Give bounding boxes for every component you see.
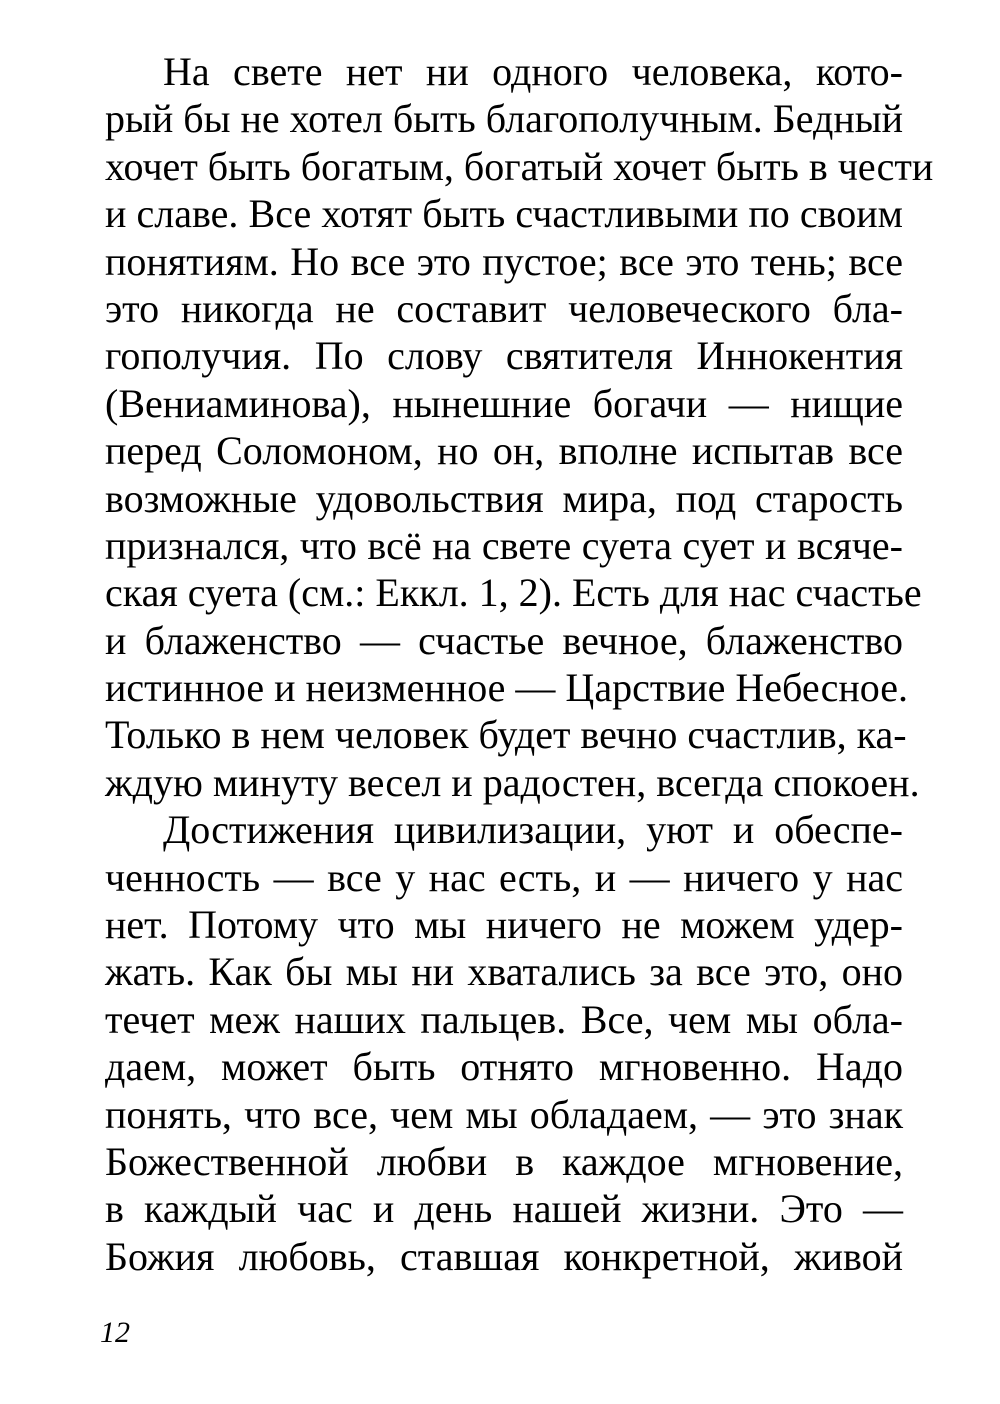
text-line: хочет быть богатым, богатый хочет быть в чести — [105, 143, 934, 189]
text-line: в каждый час и день нашей жизни. Это — — [105, 1186, 903, 1232]
text-line: перед Соломоном, но он, вполне испытав все — [105, 428, 903, 474]
text-line: ченность — все у нас есть, и — ничего у нас — [105, 854, 903, 900]
text-line: Достижения цивилизации, уют и обеспе- — [163, 807, 903, 853]
text-line: и славе. Все хотят быть счастливыми по своим — [105, 191, 903, 237]
text-line: и блаженство — счастье вечное, блаженство — [105, 617, 903, 663]
page-number: 12 — [100, 1316, 130, 1349]
text-line: даем, может быть отнято мгновенно. Надо — [105, 1044, 903, 1090]
text-line: истинное и неизменное — Царствие Небесное. — [105, 665, 908, 711]
text-line: понять, что все, чем мы обладаем, — это знак — [105, 1091, 903, 1137]
text-line: ждую минуту весел и радостен, всегда спокоен. — [105, 759, 920, 805]
paragraph-2 — [105, 806, 903, 1280]
body-text — [105, 48, 934, 1280]
text-line: течет меж наших пальцев. Все, чем мы обла- — [105, 996, 903, 1042]
text-line: Только в нем человек будет вечно счастлив, ка- — [105, 712, 907, 758]
text-line: На свете нет ни одного человека, кото- — [163, 49, 903, 94]
paragraph-1 — [105, 48, 934, 806]
text-line: гополучия. По слову святителя Иннокентия — [105, 333, 903, 379]
text-line: признался, что всё на свете суета сует и всяче- — [105, 522, 903, 568]
text-line: (Вениаминова), нынешние богачи — нищие — [105, 380, 903, 426]
text-line: Божественной любви в каждое мгновение, — [105, 1138, 903, 1184]
text-line: Божия любовь, ставшая конкретной, живой — [105, 1233, 903, 1279]
text-line: ская суета (см.: Еккл. 1, 2). Есть для нас счастье — [105, 570, 922, 616]
text-line: это никогда не составит человеческого бла- — [105, 285, 903, 331]
text-line: возможные удовольствия мира, под старость — [105, 475, 903, 521]
text-line: нет. Потому что мы ничего не можем удер- — [105, 902, 903, 948]
text-line: понятиям. Но все это пустое; все это тень; все — [105, 238, 903, 284]
text-line: рый бы не хотел быть благополучным. Бедный — [105, 96, 904, 142]
text-line: жать. Как бы мы ни хватались за все это, оно — [105, 949, 903, 995]
